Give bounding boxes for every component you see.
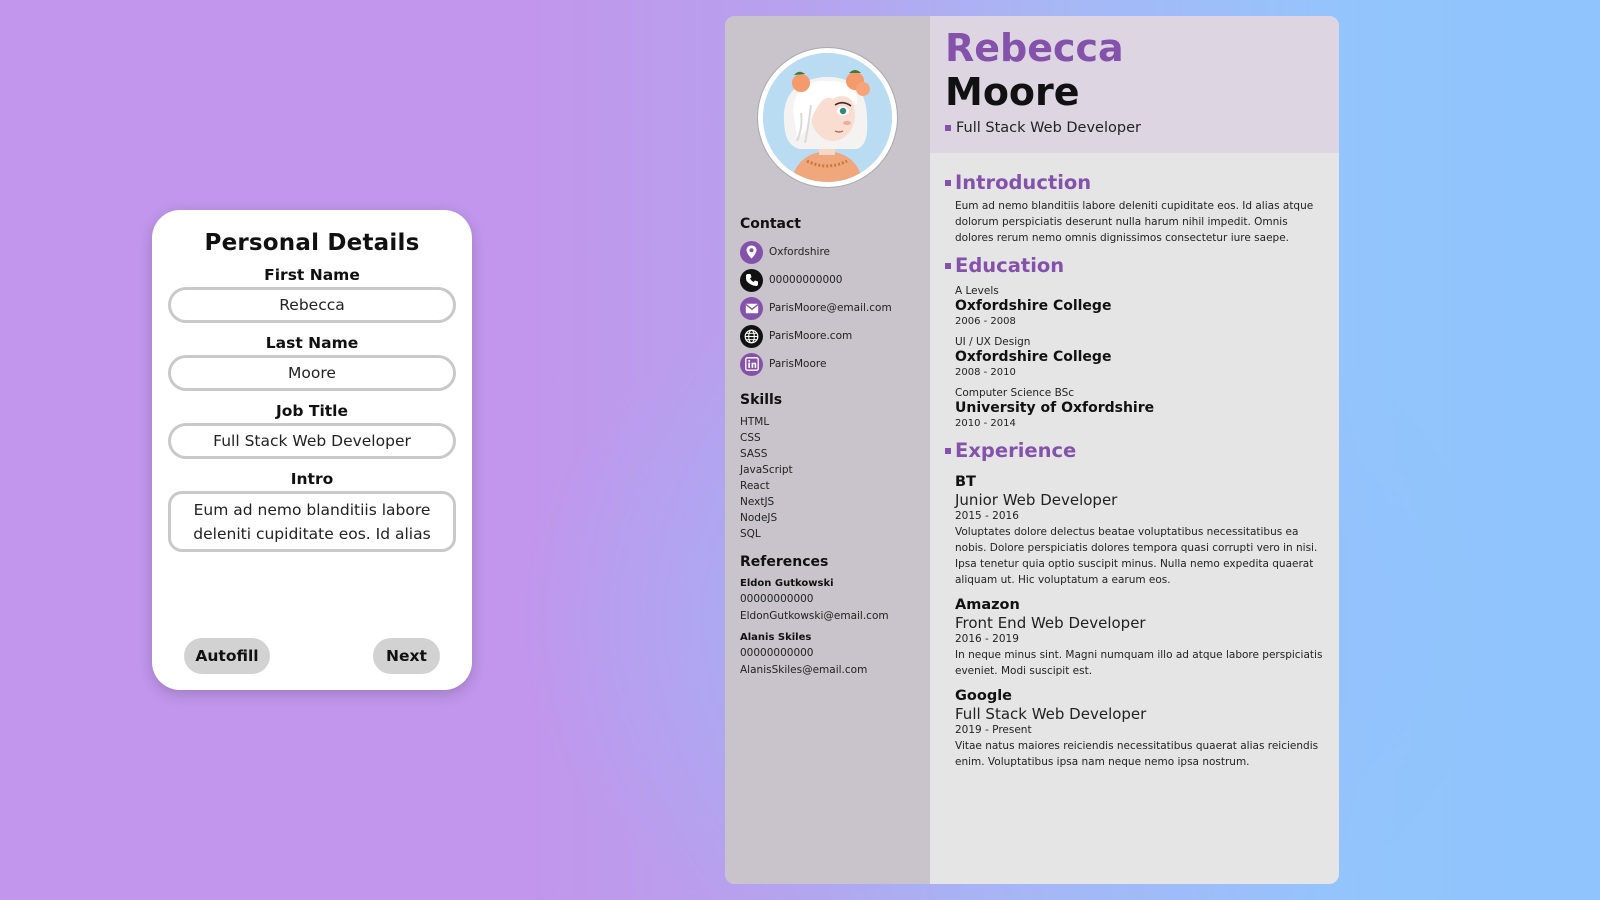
personal-details-form [152,210,472,690]
last-name-label: Last Name [265,334,359,352]
skills-heading: Skills [740,392,783,408]
reference-email: EldonGutkowski@email.com [740,610,889,622]
cv-body [930,153,1339,770]
education-years: 2006 - 2008 [955,316,1016,327]
cv-sidebar [725,16,930,884]
experience-role: Full Stack Web Developer [955,705,1147,723]
skill-item: NodeJS [740,512,778,524]
education-heading [945,254,1327,278]
bullet-marker [945,263,951,269]
first-name-value: Rebecca [279,296,345,314]
bullet-marker [945,180,951,186]
bullet-marker [945,125,951,131]
education-school: Oxfordshire College [955,298,1112,314]
cv-job-title [945,120,1339,136]
skill-item: CSS [740,432,761,444]
introduction-heading-text: Introduction [955,171,1092,194]
sidebar-content [740,216,925,679]
contact-heading: Contact [740,216,801,232]
education-item [945,386,1327,431]
intro-value: Eum ad nemo blanditiis labore deleniti cupiditate eos. Id alias [193,501,431,543]
skills-list [740,414,925,542]
cv-last-name: Moore [945,70,1080,114]
reference-phone: 00000000000 [740,647,814,659]
education-degree: Computer Science BSc [955,387,1075,399]
last-name-input[interactable] [168,355,456,391]
form-title: Personal Details [204,230,420,256]
contact-phone [740,266,925,294]
contact-location-text: Oxfordshire [769,246,830,258]
contact-email [740,294,925,322]
contact-website-text: ParisMoore.com [769,330,853,342]
experience-item [945,473,1327,588]
reference-name: Alanis Skiles [740,632,812,643]
introduction-text: Eum ad nemo blanditiis labore deleniti cupiditate eos. Id alias atque dolorum perspiciatis deserunt nulla harum nihil impedit. Omnis dolores rerum nemo omnis dignissimos consectetur iure saepe. [955,200,1314,244]
globe-icon [740,325,763,348]
phone-icon [740,269,763,292]
education-heading-text: Education [955,254,1065,277]
education-degree: UI / UX Design [955,336,1031,348]
experience-company: Google [955,688,1013,704]
contact-email-text: ParisMoore@email.com [769,302,892,314]
skill-item: React [740,480,770,492]
experience-item [945,687,1327,770]
skill-item: JavaScript [740,464,793,476]
contact-phone-text: 00000000000 [769,274,843,286]
job-title-input[interactable] [168,423,456,459]
cv-preview [725,16,1339,884]
introduction-heading [945,171,1327,195]
next-button[interactable]: Next [373,638,440,674]
reference-item [740,576,925,625]
education-years: 2010 - 2014 [955,418,1016,429]
experience-role: Junior Web Developer [955,491,1118,509]
reference-item [740,630,925,679]
experience-role: Front End Web Developer [955,614,1146,632]
email-icon [740,297,763,320]
education-school: University of Oxfordshire [955,400,1155,416]
experience-years: 2015 - 2016 [955,510,1019,522]
avatar-illustration [763,53,892,182]
experience-years: 2019 - Present [955,724,1032,736]
experience-description: In neque minus sint. Magni numquam illo ad atque labore perspiciatis eveniet. Modi suscipit est. [955,649,1323,677]
education-item [945,335,1327,380]
experience-description: Voluptates dolore delectus beatae voluptatibus necessitatibus ea nobis. Dolore perspiciatis dolores tempora quasi corrupti vero in nisi. Ipsa tenetur quia optio suscipit minus. Nulla nemo expedita quaerat aliquam ut. Hic voluptatum a earum eos. [955,526,1318,586]
reference-name: Eldon Gutkowski [740,578,834,589]
linkedin-icon [740,353,763,376]
experience-item [945,596,1327,679]
intro-label: Intro [290,470,334,488]
reference-phone: 00000000000 [740,593,814,605]
contact-website [740,322,925,350]
cv-header [930,16,1339,153]
location-pin-icon [740,241,763,264]
cv-first-name: Rebecca [945,26,1124,70]
autofill-button[interactable]: Autofill [184,638,270,674]
experience-company: Amazon [955,597,1020,613]
references-heading: References [740,554,829,570]
reference-email: AlanisSkiles@email.com [740,664,868,676]
job-title-label: Job Title [275,402,349,420]
experience-years: 2016 - 2019 [955,633,1019,645]
contact-location [740,238,925,266]
education-item [945,284,1327,329]
skill-item: SQL [740,528,761,540]
first-name-label: First Name [264,266,360,284]
intro-textarea[interactable] [168,491,456,552]
job-title-value: Full Stack Web Developer [213,432,411,450]
education-years: 2008 - 2010 [955,367,1016,378]
cv-main [930,16,1339,884]
avatar [758,48,897,187]
contact-linkedin [740,350,925,378]
experience-heading [945,439,1327,463]
skill-item: NextJS [740,496,775,508]
experience-heading-text: Experience [955,439,1077,462]
first-name-input[interactable] [168,287,456,323]
experience-company: BT [955,474,976,490]
cv-job-title-text: Full Stack Web Developer [956,120,1141,136]
bullet-marker [945,448,951,454]
skill-item: SASS [740,448,768,460]
contact-linkedin-text: ParisMoore [769,358,827,370]
education-degree: A Levels [955,285,999,297]
skill-item: HTML [740,416,770,428]
last-name-value: Moore [288,364,336,382]
education-school: Oxfordshire College [955,349,1112,365]
experience-description: Vitae natus maiores reiciendis necessitatibus quaerat alias reiciendis enim. Voluptatibus ipsa nam neque nemo ipsa nostrum. [955,740,1319,768]
